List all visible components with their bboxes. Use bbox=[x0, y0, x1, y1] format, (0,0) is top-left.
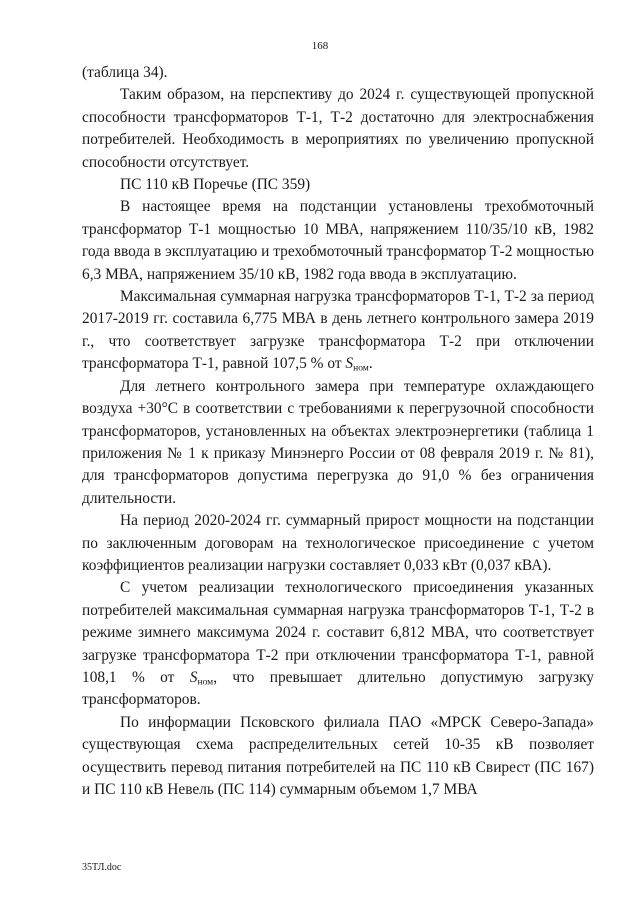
paragraph-table-reference: (таблица 34). bbox=[82, 64, 168, 81]
paragraph-power-growth: На период 2020-2024 гг. суммарный прирост мощности на подстанции по заключенным договорам на технологическое присоединение с учетом коэффициентов реализации нагрузки составляет 0,033 кВт (0,037 кВА). bbox=[82, 512, 594, 574]
paragraph-conclusion: Таким образом, на перспективу до 2024 г. существующей пропускной способности трансформаторов Т-1, Т-2 достаточно для электроснабжения потребителей. Необходимость в мероприятиях по увеличению пропускной способности отсутствует. bbox=[82, 86, 594, 171]
s-nom-subscript: ном bbox=[353, 362, 369, 374]
paragraph-installed-transformers: В настоящее время на подстанции установлены трехобмоточный трансформатор Т-1 мощностью 10 МВА, напряжением 110/35/10 кВ, 1982 года ввода в эксплуатацию и трехобмоточный трансформатор Т-2 мощностью 6,3 МВА, напряжением 35/10 кВ, 1982 года ввода в эксплуатацию. bbox=[82, 198, 594, 283]
paragraph-max-load-text: Максимальная суммарная нагрузка трансформаторов Т-1, Т-2 за период 2017-2019 гг. составила 6,775 МВА в день летнего контрольного замера 2019 г., что соответствует загрузке трансформатора Т-2 при отключении трансформатора Т-1, равной 107,5 % от bbox=[82, 288, 594, 373]
paragraph-max-load-end: . bbox=[368, 355, 373, 373]
paragraph-winter-max-load bbox=[82, 577, 594, 711]
section-heading-substation: ПС 110 кВ Поречье (ПС 359) bbox=[120, 176, 311, 194]
footer-filename: 35ТЛ.doc bbox=[82, 862, 122, 873]
paragraph-winter-max-load-text: С учетом реализации технологического присоединения указанных потребителей максимальная суммарная нагрузка трансформаторов Т-1, Т-2 в режиме зимнего максимума 2024 г. составит 6,812 МВА, что соответствует загрузке трансформатора Т-2 при отключении трансформатора Т-1, равной 108,1 % от bbox=[82, 579, 594, 686]
paragraph-max-load bbox=[82, 286, 594, 376]
page-number: 168 bbox=[311, 40, 329, 52]
s-nom-symbol: S bbox=[189, 668, 198, 686]
s-nom-symbol: S bbox=[345, 355, 354, 373]
s-nom-subscript: ном bbox=[197, 676, 214, 688]
document-body bbox=[82, 62, 594, 801]
paragraph-winter-max-load-end: , что превышает длительно допустимую загрузку трансформаторов. bbox=[82, 668, 594, 709]
paragraph-network-scheme: По информации Псковского филиала ПАО «МРСК Северо-Запада» существующая схема распределительных сетей 10-35 кВ позволяет осуществить перевод питания потребителей на ПС 110 кВ Свирест (ПС 167) и ПС 110 кВ Невель (ПС 114) суммарным объемом 1,7 МВА bbox=[82, 713, 594, 798]
paragraph-overload-capacity: Для летнего контрольного замера при температуре охлаждающего воздуха +30°С в соответствии с требованиями к перегрузочной способности трансформаторов, установленных на объектах электроэнергетики (таблица 1 приложения № 1 к приказу Минэнерго России от 08 февраля 2019 г. № 81), для трансформаторов допустима перегрузка до 91,0 % без ограничения длительности. bbox=[82, 377, 594, 507]
